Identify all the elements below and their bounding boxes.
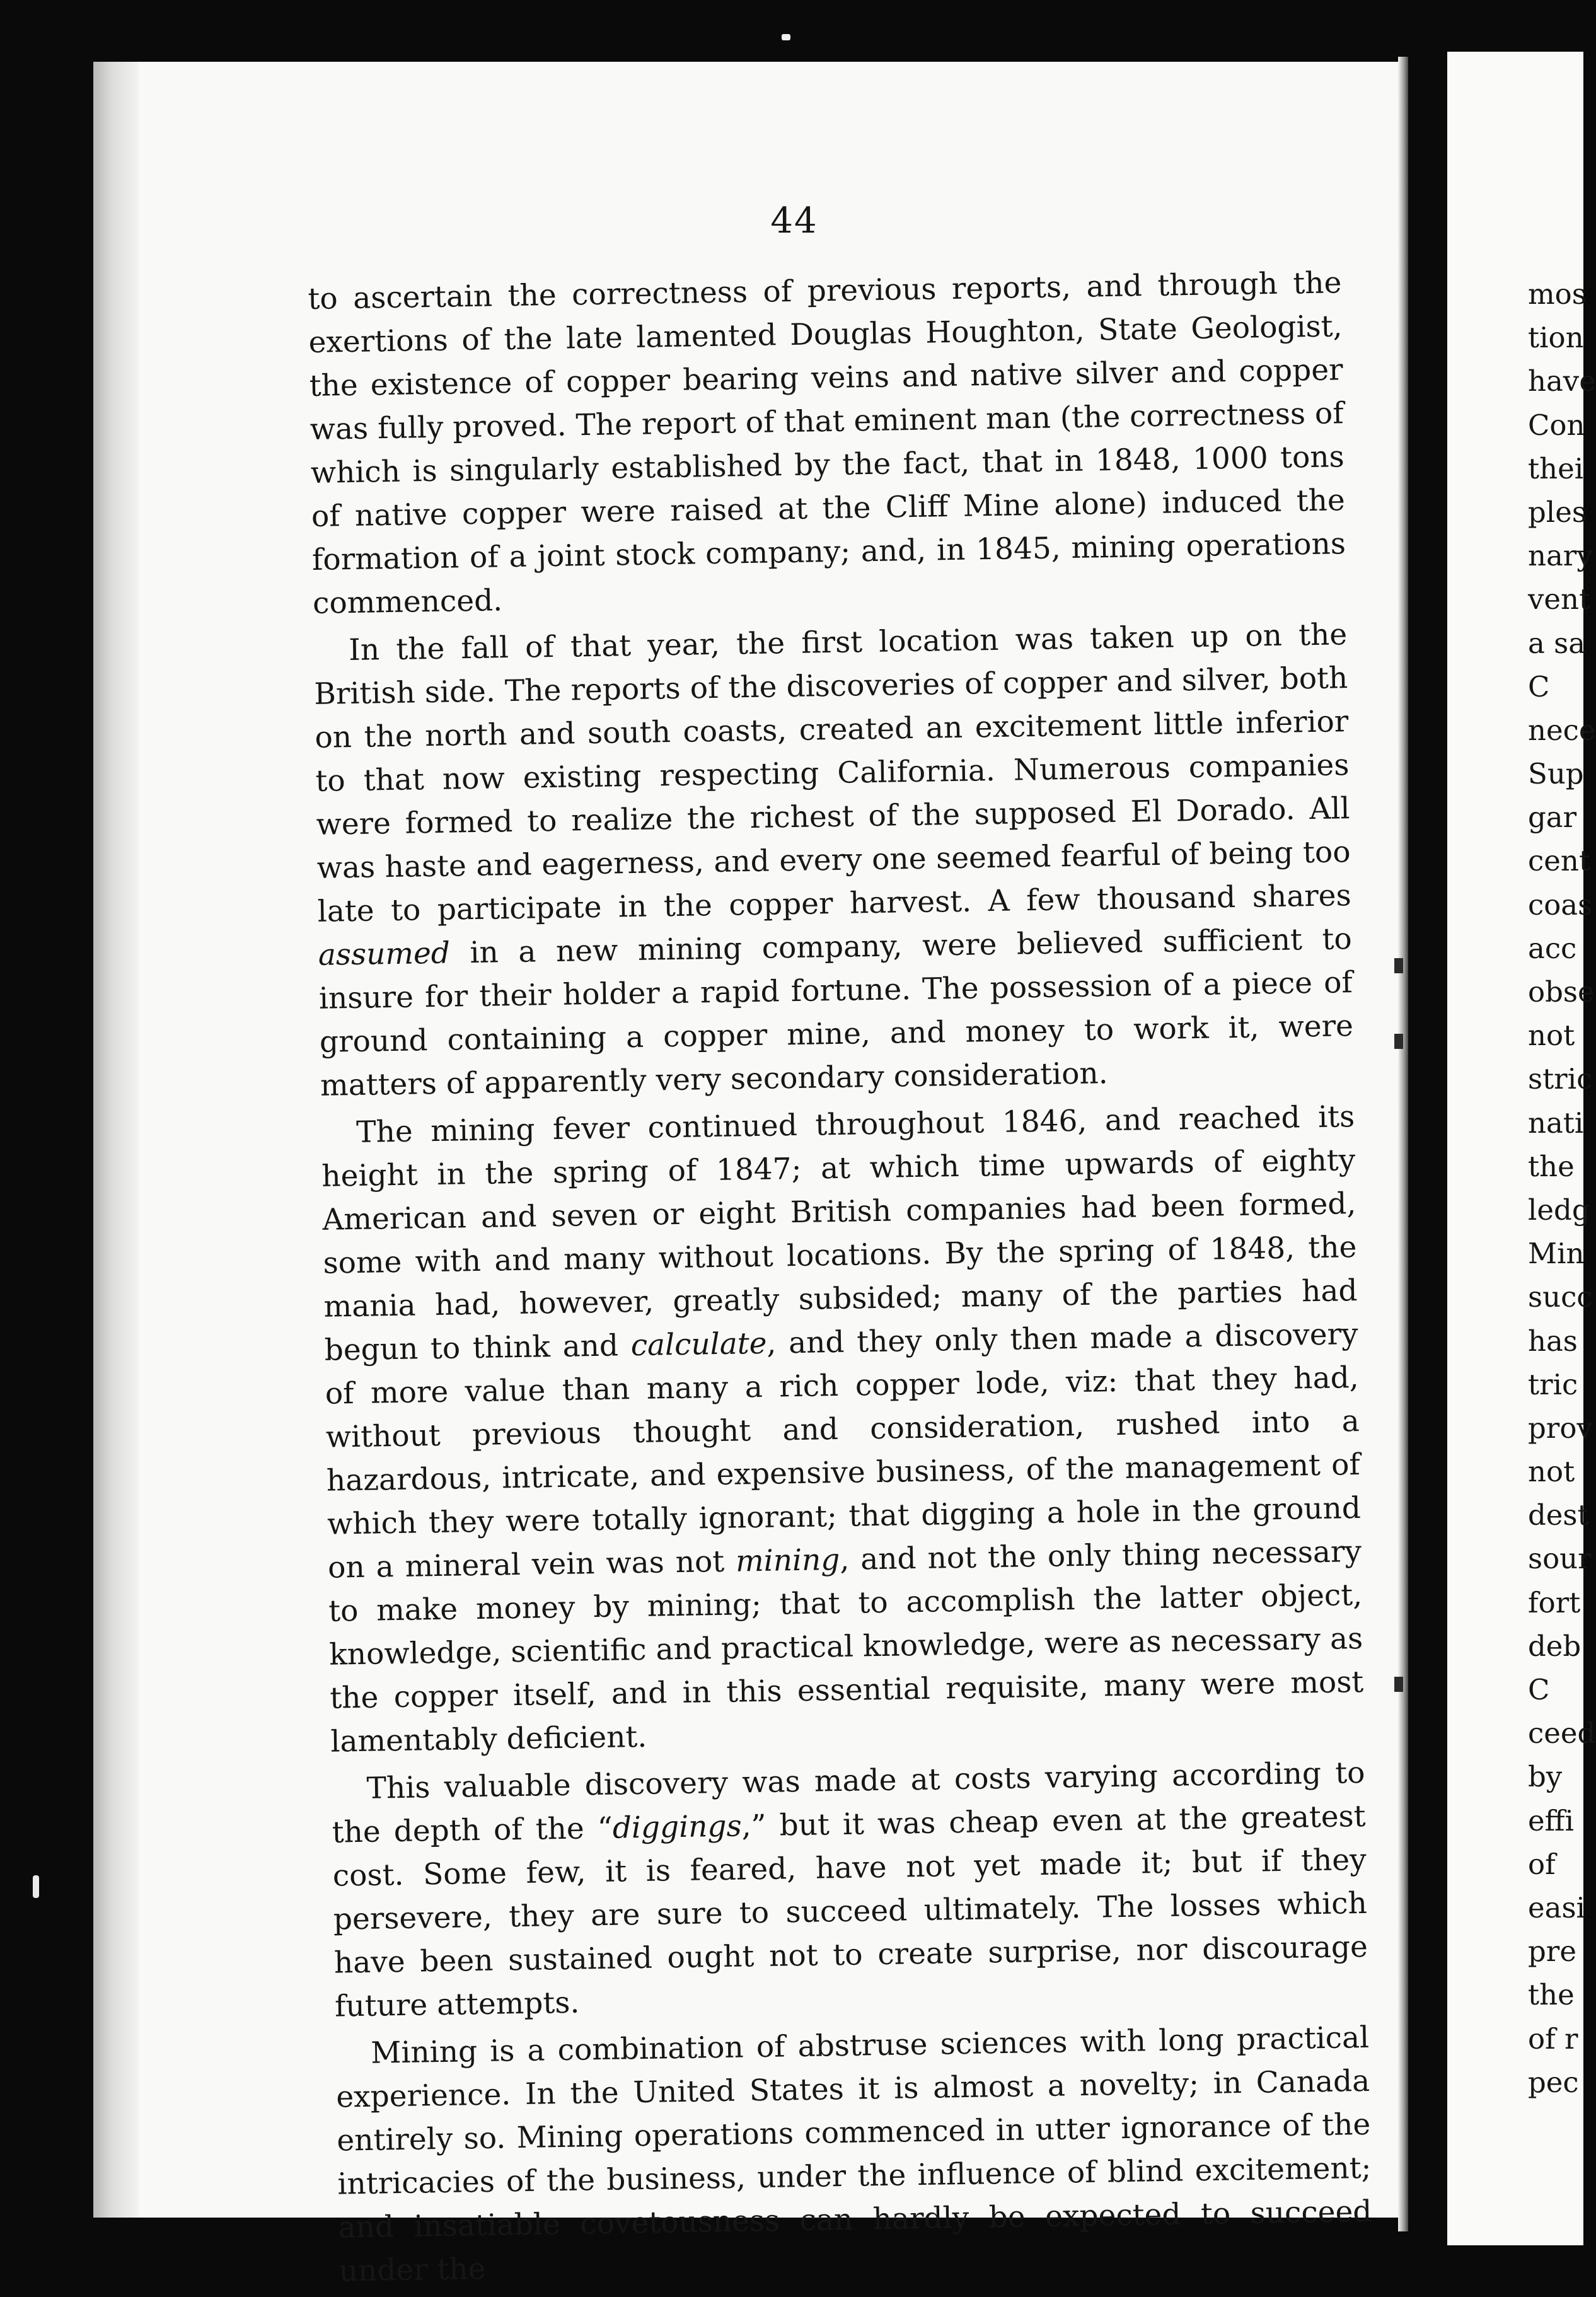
- facing-page-line: easi: [1528, 1890, 1585, 1924]
- paragraph: [313, 613, 1355, 1108]
- facing-page-line: vent: [1528, 582, 1591, 616]
- facing-page-line: fort: [1528, 1585, 1581, 1619]
- facing-page-line: cent: [1528, 844, 1590, 878]
- page-number: 44: [770, 200, 818, 241]
- text-run: ,” but it was cheap even at the greatest cost. Some few, it is feared, have not yet made it; but if they persevere, they are sure to succeed ultimately. The losses which have been sustained ought not to create surprise, nor discourage future attempts.: [332, 1798, 1368, 2024]
- text-run: Mining is a combination of abstruse sciences with long practical experience. In the United States it is almost a novelty; in Canada entirely so. Mining operations commenced in utter ignorance of the intricacies of the business, under the influence of blind excitement; and insatiable covetousness can hardly be expected to succeed under the: [335, 2020, 1372, 2289]
- scan-speck: [33, 1875, 39, 1898]
- facing-page-text-fragment: [1528, 272, 1596, 2104]
- page-edge-shadow: [93, 62, 139, 2218]
- facing-page-line: C: [1528, 669, 1550, 703]
- text-run: to ascertain the correctness of previous reports, and through the exertions of the late lamented Douglas Houghton, State Geologist, the existence of copper bearing veins and native silver and copper was fully proved. The report of that eminent man (the correctness of which is singularly established by the fact, that in 1848, 1000 tons of native copper were raised at the Cliff Mine alone) induced the formation of a joint stock company; and, in 1845, mining operations commenced.: [308, 265, 1346, 621]
- facing-page-line: deb: [1528, 1629, 1582, 1663]
- body-text: [308, 261, 1373, 2296]
- facing-page-line: C: [1528, 1673, 1550, 1706]
- facing-page-line: tric: [1528, 1367, 1578, 1401]
- facing-page-line: of r: [1528, 2022, 1578, 2056]
- facing-page-line: succ: [1528, 1280, 1593, 1314]
- text-run: The mining fever continued throughout 1846, and reached its height in the spring of 1847; at which time upwards of eighty American and seven or eight British companies had been formed, some with and many without locations. By the spring of 1848, the mania had, however, greatly subsided; many of the parties had begun to think and: [321, 1099, 1358, 1368]
- binding-thread-marks: [1392, 958, 1408, 1702]
- facing-page-line: not: [1528, 1455, 1575, 1489]
- facing-page-line: has: [1528, 1324, 1578, 1358]
- paragraph: [331, 1751, 1368, 2028]
- facing-page-line: nati: [1528, 1106, 1584, 1140]
- facing-page-line: nece: [1528, 713, 1596, 747]
- facing-page-line: a sa: [1528, 626, 1586, 660]
- facing-page-line: thei: [1528, 451, 1584, 485]
- facing-page-line: ples: [1528, 495, 1587, 529]
- paragraph: [321, 1095, 1365, 1764]
- italic-text: mining: [735, 1542, 840, 1579]
- facing-page-line: not: [1528, 1019, 1575, 1053]
- facing-page-line: Min: [1528, 1237, 1585, 1271]
- facing-page-line: ceed: [1528, 1716, 1596, 1750]
- facing-page-line: tion: [1528, 321, 1584, 355]
- italic-text: assumed: [318, 935, 451, 973]
- facing-page-line: acc: [1528, 931, 1577, 965]
- facing-page-line: mos: [1528, 277, 1587, 311]
- facing-page-line: the: [1528, 1149, 1575, 1183]
- facing-page-line: prov: [1528, 1411, 1593, 1445]
- facing-page-line: of: [1528, 1847, 1556, 1881]
- facing-page-line: effi: [1528, 1803, 1574, 1837]
- facing-page-line: by: [1528, 1760, 1563, 1794]
- italic-text: calculate: [630, 1326, 767, 1363]
- facing-page-line: sour: [1528, 1542, 1592, 1576]
- text-run: , and they only then made a discovery of more value than many a rich copper lode, viz: that they had, without previous thought and consideration, rushed into a hazardous, intricate, and expensive business, of the management of which they were totally ignorant; that digging a hole in the ground on a mineral vein was not: [325, 1317, 1362, 1585]
- facing-page-line: the: [1528, 1978, 1575, 2012]
- facing-page-line: dest: [1528, 1498, 1589, 1532]
- facing-page-line: ledg: [1528, 1193, 1590, 1227]
- facing-page-line: obse: [1528, 975, 1595, 1009]
- facing-page-line: nary: [1528, 539, 1593, 573]
- paragraph: [335, 2016, 1373, 2293]
- facing-page-line: pec: [1528, 2065, 1579, 2099]
- facing-page-line: coas: [1528, 888, 1593, 922]
- scan-speck: [782, 34, 790, 40]
- text-run: in a new mining company, were believed sufficient to insure for their holder a rapid fortune. The possession of a piece of ground containing a copper mine, and money to work it, were matters of apparently very secondary consideration.: [318, 922, 1354, 1103]
- text-run: This valuable discovery was made at costs varying according to the depth of the “: [332, 1755, 1365, 1850]
- italic-text: diggings: [612, 1808, 743, 1846]
- facing-page-line: pre: [1528, 1935, 1576, 1969]
- facing-page-line: Con: [1528, 408, 1585, 442]
- text-run: In the fall of that year, the first location was taken up on the British side. The reports of the discoveries of copper and silver, both on the north and south coasts, created an excitement little inferior to that now existing respecting California. Numerous companies were formed to realize the richest of the supposed El Dorado. All was haste and eagerness, and every one seemed fearful of being too late to participate in the copper harvest. A few thousand shares: [313, 617, 1352, 929]
- facing-page-line: Sup: [1528, 757, 1584, 791]
- facing-page-line: gar: [1528, 801, 1577, 835]
- facing-page-line: stric: [1528, 1062, 1593, 1096]
- text-run: , and not the only thing necessary to make money by mining; that to accomplish the latter object, knowledge, scientific and practical knowledge, were as necessary as the copper itself, and in this essential requisite, many were most lamentably deficient.: [328, 1534, 1364, 1759]
- paragraph: [308, 261, 1346, 625]
- facing-page-line: have: [1528, 364, 1596, 398]
